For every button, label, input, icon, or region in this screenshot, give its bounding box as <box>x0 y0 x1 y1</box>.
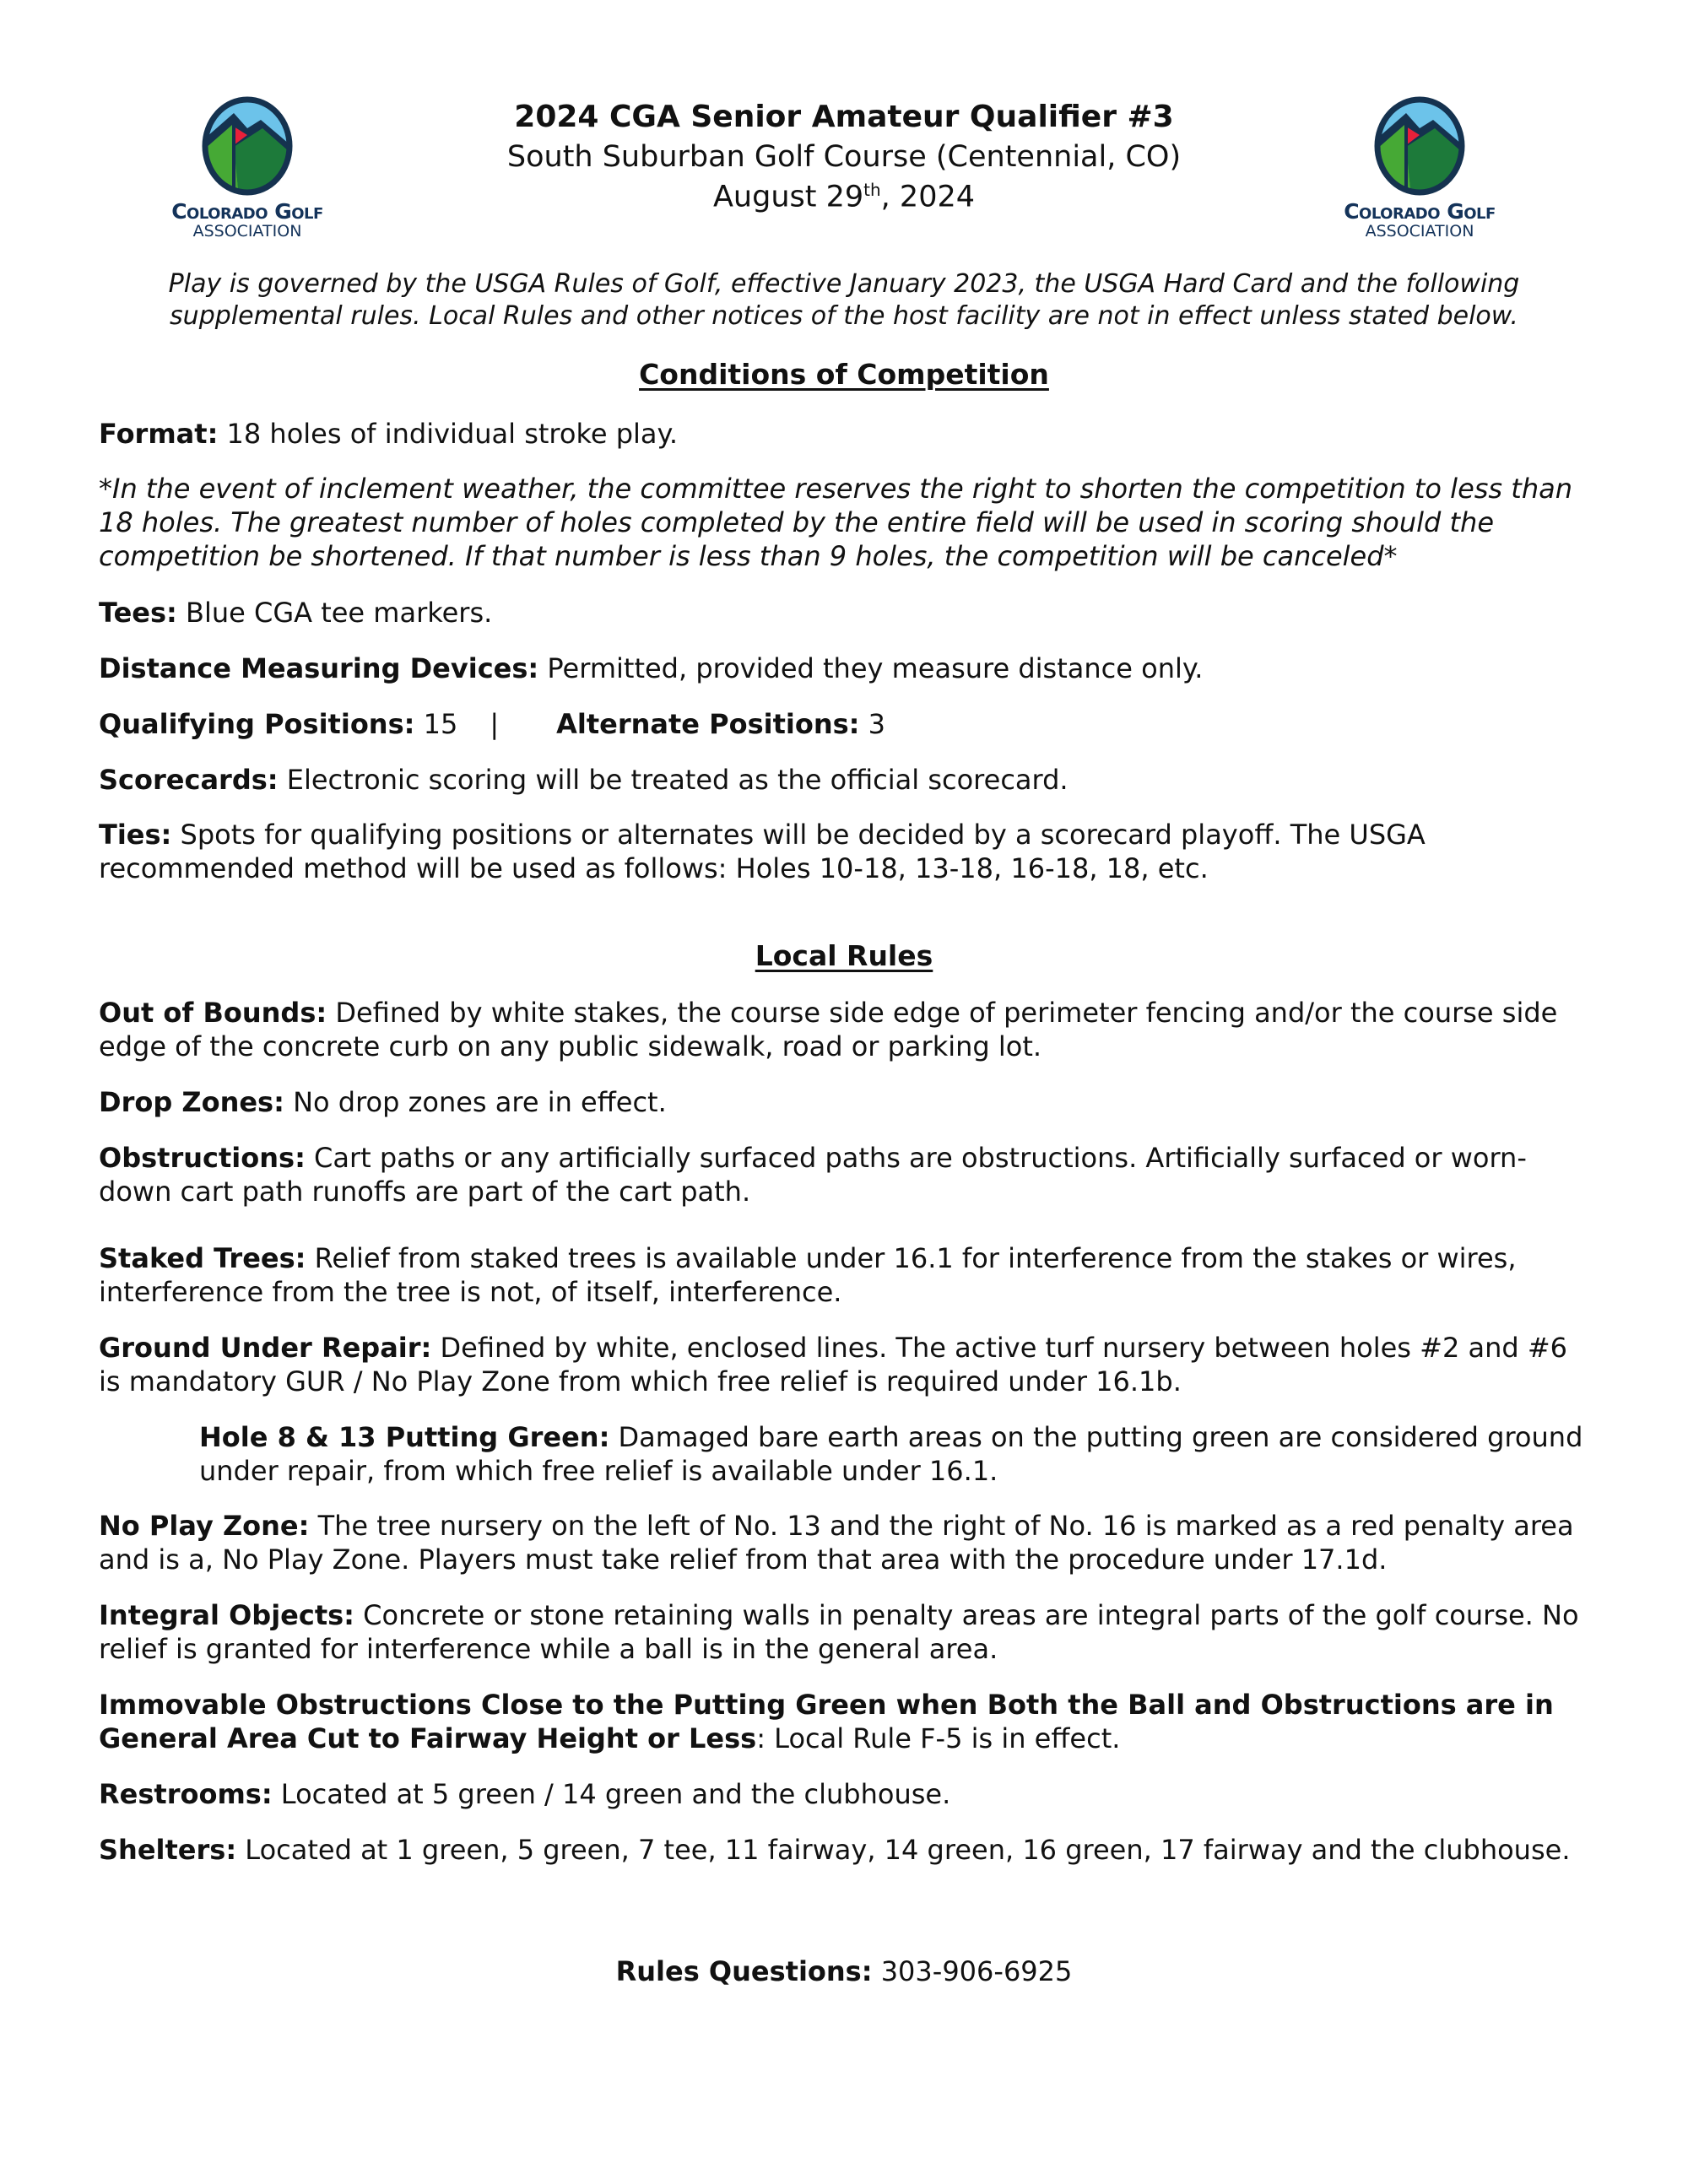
logo-text: Colorado Golf <box>1344 199 1496 224</box>
dmd-rule <box>99 651 1588 685</box>
scorecards-rule <box>99 763 1588 797</box>
format-rule <box>99 417 1588 451</box>
rule-label: Staked Trees: <box>99 1242 306 1274</box>
alternate-label: Alternate Positions: <box>556 708 860 740</box>
ties-rule <box>99 818 1588 885</box>
date-suffix: , 2024 <box>880 180 975 214</box>
rules-questions-phone: 303-906-6925 <box>872 1955 1073 1987</box>
rule-text: Cart paths or any artificially surfaced paths are obstructions. Artificially surfaced or worn-down cart path runoffs are part of the cart path. <box>99 1142 1527 1208</box>
rule-text: : Local Rule F-5 is in effect. <box>756 1722 1121 1754</box>
rule-label: Tees: <box>99 597 177 629</box>
rule-label: Obstructions: <box>99 1142 306 1174</box>
separator: | <box>490 708 500 740</box>
rule-label: Ties: <box>99 819 172 851</box>
rule-label: Shelters: <box>99 1834 237 1866</box>
rule-label: Out of Bounds: <box>99 997 327 1029</box>
cga-mountain-flag-icon <box>200 96 295 196</box>
rule-label: Format: <box>99 418 219 450</box>
rule-text: Relief from staked trees is available under 16.1 for interference from the stakes or wires, interference from the tree is not, of itself, interference. <box>99 1242 1517 1308</box>
rules-questions-label: Rules Questions: <box>615 1955 873 1987</box>
rule-text: Electronic scoring will be treated as the official scorecard. <box>278 764 1069 796</box>
rule-text: Permitted, provided they measure distance only. <box>538 652 1204 684</box>
date-prefix: August 29 <box>712 180 864 214</box>
local-rules-heading: Local Rules <box>755 939 933 972</box>
tees-rule <box>99 596 1588 630</box>
governing-rules-intro: Play is governed by the USGA Rules of Golf, effective January 2023, the USGA Hard Card and the following supplemental rules. Local Rules and other notices of the host facility are not in effect unless stated below. <box>168 269 1520 331</box>
rule-text: Spots for qualifying positions or alternates will be decided by a scorecard playoff. The USGA recommended method will be used as follows: Holes 10-18, 13-18, 16-18, 18, etc. <box>99 819 1426 884</box>
rule-label: Scorecards: <box>99 764 279 796</box>
local-rule-no-play-zone <box>99 1509 1588 1576</box>
rule-text: The tree nursery on the left of No. 13 and the right of No. 16 is marked as a red penalty area and is a, No Play Zone. Players must take relief from that area with the procedure under 17.1d. <box>99 1510 1574 1576</box>
rule-text: Defined by white stakes, the course side edge of perimeter fencing and/or the course side edge of the concrete curb on any public sidewalk, road or parking lot. <box>99 997 1558 1062</box>
local-rule-immovable-obstructions <box>99 1688 1588 1755</box>
local-rule-shelters <box>99 1833 1588 1867</box>
rule-label: Distance Measuring Devices: <box>99 652 539 684</box>
qualifying-value: 15 <box>414 708 458 740</box>
local-rule-putting-green <box>199 1420 1583 1488</box>
rule-text: No drop zones are in effect. <box>284 1086 667 1118</box>
rule-label: Drop Zones: <box>99 1086 284 1118</box>
rule-label: Qualifying Positions: <box>99 708 415 740</box>
local-rule-integral-objects <box>99 1598 1588 1666</box>
rule-text: Defined by white, enclosed lines. The active turf nursery between holes #2 and #6 is mandatory GUR / No Play Zone from which free relief is required under 16.1b. <box>99 1332 1568 1397</box>
rule-label: No Play Zone: <box>99 1510 310 1542</box>
page-title: 2024 CGA Senior Amateur Qualifier #3 <box>514 100 1174 134</box>
rule-text: Damaged bare earth areas on the putting green are considered ground under repair, from which free relief is available under 16.1. <box>199 1421 1583 1487</box>
weather-note: *In the event of inclement weather, the committee reserves the right to shorten the competition to less than 18 holes. The greatest number of holes completed by the entire field will be used in scoring should the competition be shortened. If that number is less than 9 holes, the competition will be canceled* <box>99 473 1572 572</box>
local-rule-out-of-bounds <box>99 996 1588 1063</box>
venue: South Suburban Golf Course (Centennial, CO) <box>506 140 1182 174</box>
cga-mountain-flag-icon <box>1372 96 1467 196</box>
rule-text: 18 holes of individual stroke play. <box>218 418 679 450</box>
local-rule-obstructions <box>99 1141 1588 1208</box>
positions-rule <box>99 707 1588 741</box>
alternate-value: 3 <box>859 708 885 740</box>
local-rule-staked-trees <box>99 1241 1588 1309</box>
date-ordinal: th <box>863 180 881 200</box>
logo-subtext: ASSOCIATION <box>192 222 302 241</box>
local-rule-ground-under-repair <box>99 1331 1588 1398</box>
local-rule-restrooms <box>99 1777 1588 1811</box>
rule-label: Restrooms: <box>99 1778 273 1810</box>
rule-text: Located at 1 green, 5 green, 7 tee, 11 fairway, 14 green, 16 green, 17 fairway and the clubhouse. <box>236 1834 1571 1866</box>
event-date <box>338 180 1350 214</box>
local-rule-drop-zones <box>99 1085 1588 1119</box>
cga-logo-right <box>1323 96 1517 240</box>
conditions-heading: Conditions of Competition <box>639 358 1049 391</box>
rule-text: Located at 5 green / 14 green and the clubhouse. <box>272 1778 951 1810</box>
rule-label: Immovable Obstructions Close to the Putting Green when Both the Ball and Obstructions are in General Area Cut to Fairway Height or Less <box>99 1689 1554 1754</box>
logo-subtext: ASSOCIATION <box>1365 222 1474 241</box>
rule-label: Ground Under Repair: <box>99 1332 432 1364</box>
logo-text: Colorado Golf <box>171 199 323 224</box>
rule-label: Hole 8 & 13 Putting Green: <box>199 1421 610 1453</box>
rules-questions <box>0 1955 1688 1987</box>
rule-text: Blue CGA tee markers. <box>176 597 493 629</box>
cga-logo-left <box>150 96 344 240</box>
rule-text: Concrete or stone retaining walls in penalty areas are integral parts of the golf course. No relief is granted for interference while a ball is in the general area. <box>99 1599 1579 1665</box>
rule-label: Integral Objects: <box>99 1599 354 1631</box>
